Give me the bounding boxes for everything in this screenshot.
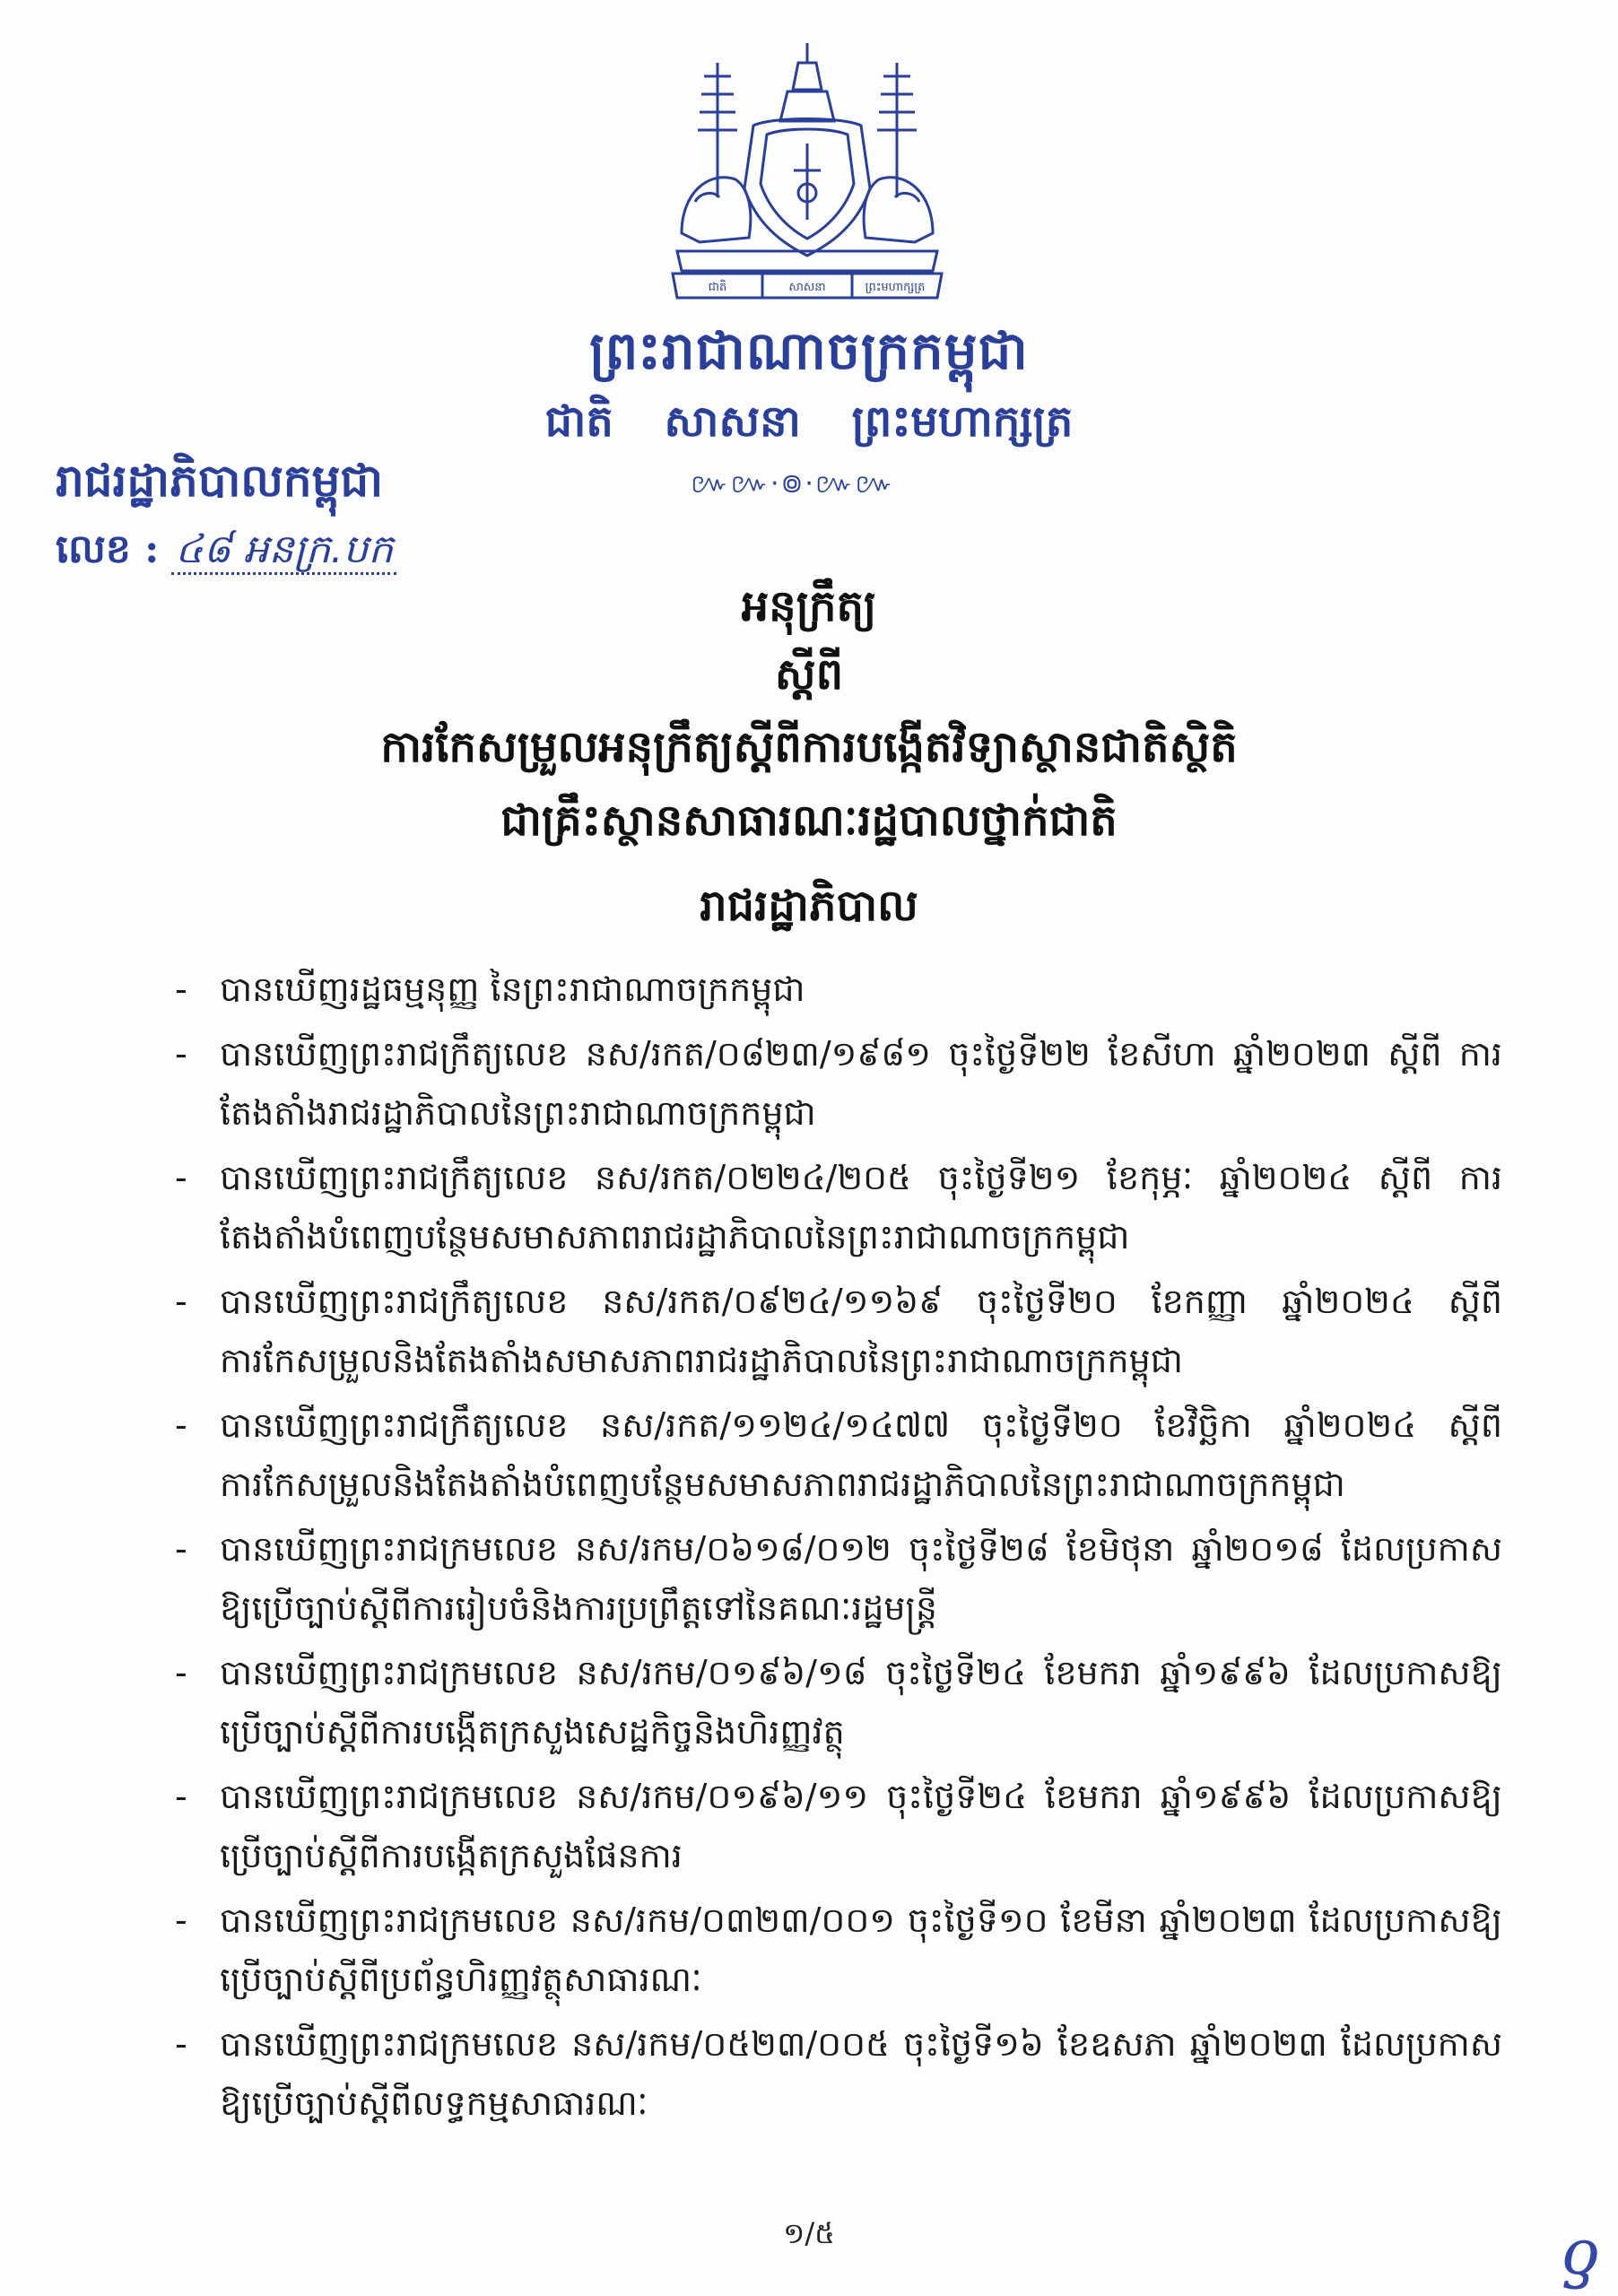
reference-label: លេខ : (56, 526, 160, 572)
reference-value: ៤៨ អនក្រ.បក (171, 526, 396, 575)
issuing-government: រាជរដ្ឋាភិបាលកម្ពុជា (56, 454, 383, 507)
list-item-text: បានឃើញព្រះរាជក្រឹត្យលេខ នស/រកត/០៩២៤/១១៦៩ ចុះថ្ងៃទី២០ ខែកញ្ញា ឆ្នាំ២០២៤ ស្តីពី ការកែសម្រួលនិងតែងតាំងសមាសភាពរាជរដ្ឋាភិបាលនៃព្រះរាជាណាចក្រកម្ពុជា (220, 1282, 1502, 1380)
considerations-list (175, 960, 1502, 2138)
page-number: ១/៥ (783, 2216, 835, 2250)
list-item-text: បានឃើញព្រះរាជក្រមលេខ នស/រកម/០៥២៣/០០៥ ចុះថ្ងៃទី១៦ ខែឧសភា ឆ្នាំ២០២៣ ដែលប្រកាស ឱ្យប្រើច្បាប់ស្តីពីលទ្ធកម្មសាធារណៈ (220, 2024, 1502, 2123)
royal-coat-of-arms-emblem (664, 36, 951, 305)
list-item-text: បានឃើញព្រះរាជក្រឹត្យលេខ នស/រកត/០៨២៣/១៩៨១ ចុះថ្ងៃទី២២ ខែសីហា ឆ្នាំ២០២៣ ស្តីពី ការតែងតាំងរាជរដ្ឋាភិបាលនៃព្រះរាជាណាចក្រកម្ពុជា (220, 1034, 1502, 1133)
title-sub-decree: អនុក្រឹត្យ (741, 581, 877, 631)
list-dash: - (175, 2024, 187, 2064)
list-item (175, 1148, 1502, 1266)
list-item-text: បានឃើញព្រះរាជក្រមលេខ នស/រកម/០៦១៨/០១២ ចុះថ្ងៃទី២៨ ខែមិថុនា ឆ្នាំ២០១៨ ដែលប្រកាស ឱ្យប្រើច្បាប់ស្តីពីការរៀបចំនិងការប្រព្រឹត្តទៅនៃគណៈរដ្ឋមន្ត្រី (220, 1529, 1502, 1628)
ornament-divider: ៚៚·៙·៚៚ (691, 468, 895, 500)
list-item (175, 1519, 1502, 1638)
list-dash: - (175, 1405, 187, 1445)
list-item (175, 2014, 1502, 2133)
list-dash: - (175, 970, 187, 1009)
list-item (175, 1272, 1502, 1390)
list-item-text: បានឃើញព្រះរាជក្រមលេខ នស/រកម/០៣២៣/០០១ ចុះថ្ងៃទី១០ ខែមីនា ឆ្នាំ២០២៣ ដែលប្រកាសឱ្យ ប្រើច្បាប់ស្តីពីប្រព័ន្ធហិរញ្ញវត្ថុសាធារណៈ (220, 1900, 1502, 1999)
kingdom-heading: ព្រះរាជាណាចក្រកម្ពុជា (589, 320, 1029, 381)
list-item-text: បានឃើញរដ្ឋធម្មនុញ្ញ នៃព្រះរាជាណាចក្រកម្ពុជា (220, 970, 805, 1009)
list-item (175, 960, 1502, 1019)
list-item-text: បានឃើញព្រះរាជក្រឹត្យលេខ នស/រកត/០២២៤/២០៥ ចុះថ្ងៃទី២១ ខែកុម្ភៈ ឆ្នាំ២០២៤ ស្តីពី ការតែងតាំងបំពេញបន្ថែមសមាសភាពរាជរដ្ឋាភិបាលនៃព្រះរាជាណាចក្រកម្ពុជា (220, 1158, 1502, 1257)
list-item (175, 1024, 1502, 1143)
list-item-text: បានឃើញព្រះរាជក្រមលេខ នស/រកម/០១៩៦/១១ ចុះថ្ងៃទី២៤ ខែមករា ឆ្នាំ១៩៩៦ ដែលប្រកាសឱ្យ ប្រើច្បាប់ស្តីពីការបង្កើតក្រសួងផែនការ (220, 1777, 1502, 1875)
list-item (175, 1643, 1502, 1761)
national-motto: ជាតិ សាសនា ព្រះមហាក្សត្រ (544, 396, 1074, 447)
emblem-banner-center: សាសនា (788, 281, 826, 294)
emblem-graphic (664, 36, 951, 305)
list-dash: - (175, 1282, 187, 1321)
list-item (175, 1767, 1502, 1885)
list-item-text: បានឃើញព្រះរាជក្រឹត្យលេខ នស/រកត/១១២៤/១៤៧៧ ចុះថ្ងៃទី២០ ខែវិច្ឆិកា ឆ្នាំ២០២៤ ស្តីពី ការកែសម្រួលនិងតែងតាំងបំពេញបន្ថែមសមាសភាពរាជរដ្ឋាភិបាលនៃព្រះរាជាណាចក្រកម្ពុជា (220, 1405, 1502, 1504)
list-dash: - (175, 1034, 187, 1074)
document-title-block (0, 574, 1618, 947)
list-item-text: បានឃើញព្រះរាជក្រមលេខ នស/រកម/០១៩៦/១៨ ចុះថ្ងៃទី២៤ ខែមករា ឆ្នាំ១៩៩៦ ដែលប្រកាសឱ្យ ប្រើច្បាប់ស្តីពីការបង្កើតក្រសួងសេដ្ឋកិច្ចនិងហិរញ្ញវត្ថុ (220, 1653, 1502, 1752)
list-dash: - (175, 1777, 187, 1816)
list-item (175, 1396, 1502, 1514)
title-royal-government: រាជរដ្ឋាភិបាល (700, 881, 918, 931)
emblem-banner-left: ជាតិ (708, 281, 727, 294)
list-dash: - (175, 1158, 187, 1197)
handwritten-initial: ƍ (1561, 2215, 1599, 2289)
emblem-banner-right: ព្រះមហាក្សត្រ (865, 281, 926, 294)
list-item (175, 1891, 1502, 2009)
list-dash: - (175, 1653, 187, 1692)
title-subject-line-2: ជាគ្រឹះស្ថានសាធារណៈរដ្ឋបាលថ្នាក់ជាតិ (500, 796, 1118, 846)
list-dash: - (175, 1529, 187, 1569)
list-dash: - (175, 1900, 187, 1940)
title-on: ស្តីពី (774, 649, 844, 700)
title-subject-line-1: ការកែសម្រួលអនុក្រឹត្យស្តីពីការបង្កើតវិទ្យាស្ថានជាតិស្ថិតិ (380, 722, 1238, 772)
